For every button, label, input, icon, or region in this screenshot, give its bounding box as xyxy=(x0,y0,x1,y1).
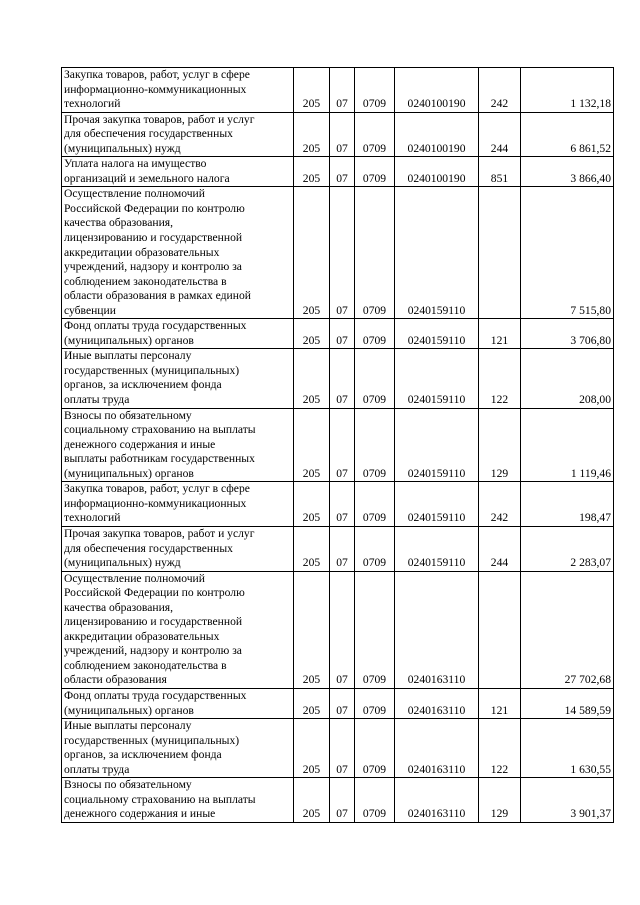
table-row xyxy=(62,719,614,778)
expense-description xyxy=(62,112,294,157)
subsection-code-cell: 0709 xyxy=(355,526,395,571)
description-line: Иные выплаты персоналу xyxy=(64,719,192,733)
description-line: оплаты труда xyxy=(64,762,130,776)
target-article-cell: 0240159110 xyxy=(395,187,479,319)
description-line: качества образования, xyxy=(64,600,174,614)
description-line: государственных (муниципальных) xyxy=(64,733,240,747)
table-row xyxy=(62,68,614,113)
expense-description xyxy=(62,526,294,571)
target-article-cell: 0240163110 xyxy=(395,571,479,688)
description-line: Осуществление полномочий xyxy=(64,187,205,201)
description-line: технологий xyxy=(64,511,121,525)
amount-cell: 1 132,18 xyxy=(521,68,614,113)
amount-cell: 6 861,52 xyxy=(521,112,614,157)
table-row xyxy=(62,157,614,187)
subsection-code-cell: 0709 xyxy=(355,482,395,527)
description-line: органов, за исключением фонда xyxy=(64,748,222,762)
table-row xyxy=(62,688,614,718)
description-line: денежного содержания и иные xyxy=(64,437,216,451)
amount-cell: 1 630,55 xyxy=(521,719,614,778)
amount-cell: 7 515,80 xyxy=(521,187,614,319)
description-line: (муниципальных) нужд xyxy=(64,141,181,155)
description-line: Закупка товаров, работ, услуг в сфере xyxy=(64,68,250,81)
subsection-code-cell: 0709 xyxy=(355,319,395,349)
amount-cell: 27 702,68 xyxy=(521,571,614,688)
description-line: Фонд оплаты труда государственных xyxy=(64,688,247,702)
section-code-cell: 07 xyxy=(330,778,355,823)
expense-type-cell: 244 xyxy=(479,526,521,571)
department-code-cell: 205 xyxy=(294,688,330,718)
description-line: организаций и земельного налога xyxy=(64,171,230,185)
expense-description xyxy=(62,482,294,527)
description-line: Взносы по обязательному xyxy=(64,778,192,792)
table-body xyxy=(62,68,614,823)
amount-cell: 2 283,07 xyxy=(521,526,614,571)
description-line: Прочая закупка товаров, работ и услуг xyxy=(64,112,255,126)
description-line: Уплата налога на имущество xyxy=(64,157,207,171)
department-code-cell: 205 xyxy=(294,778,330,823)
description-line: социальному страхованию на выплаты xyxy=(64,423,256,437)
description-line: Фонд оплаты труда государственных xyxy=(64,319,247,333)
description-line: аккредитации образовательных xyxy=(64,629,220,643)
expense-type-cell: 121 xyxy=(479,688,521,718)
expense-type-cell: 129 xyxy=(479,778,521,823)
amount-cell: 208,00 xyxy=(521,349,614,408)
target-article-cell: 0240163110 xyxy=(395,688,479,718)
expense-description xyxy=(62,408,294,482)
amount-cell: 14 589,59 xyxy=(521,688,614,718)
amount-cell: 3 706,80 xyxy=(521,319,614,349)
description-line: лицензированию и государственной xyxy=(64,231,243,245)
expense-description xyxy=(62,157,294,187)
description-line: информационно-коммуникационных xyxy=(64,496,247,510)
expense-type-cell: 242 xyxy=(479,482,521,527)
section-code-cell: 07 xyxy=(330,112,355,157)
description-line: оплаты труда xyxy=(64,393,130,407)
table-row xyxy=(62,778,614,823)
subsection-code-cell: 0709 xyxy=(355,349,395,408)
table-row xyxy=(62,571,614,688)
budget-table xyxy=(61,67,614,823)
subsection-code-cell: 0709 xyxy=(355,68,395,113)
expense-type-cell: 851 xyxy=(479,157,521,187)
table-row xyxy=(62,482,614,527)
expense-description xyxy=(62,719,294,778)
expense-type-cell xyxy=(479,187,521,319)
target-article-cell: 0240163110 xyxy=(395,778,479,823)
description-line: (муниципальных) органов xyxy=(64,333,194,347)
department-code-cell: 205 xyxy=(294,408,330,482)
description-line: области образования xyxy=(64,673,167,687)
department-code-cell: 205 xyxy=(294,349,330,408)
department-code-cell: 205 xyxy=(294,526,330,571)
section-code-cell: 07 xyxy=(330,526,355,571)
table-row xyxy=(62,112,614,157)
description-line: лицензированию и государственной xyxy=(64,615,243,629)
expense-type-cell: 242 xyxy=(479,68,521,113)
section-code-cell: 07 xyxy=(330,319,355,349)
table-row xyxy=(62,187,614,319)
target-article-cell: 0240159110 xyxy=(395,349,479,408)
amount-cell: 3 901,37 xyxy=(521,778,614,823)
description-line: Закупка товаров, работ, услуг в сфере xyxy=(64,482,250,496)
section-code-cell: 07 xyxy=(330,571,355,688)
description-line: (муниципальных) нужд xyxy=(64,556,181,570)
subsection-code-cell: 0709 xyxy=(355,408,395,482)
description-line: денежного содержания и иные xyxy=(64,807,216,821)
subsection-code-cell: 0709 xyxy=(355,688,395,718)
table-row xyxy=(62,349,614,408)
department-code-cell: 205 xyxy=(294,571,330,688)
expense-description xyxy=(62,688,294,718)
expense-type-cell: 121 xyxy=(479,319,521,349)
description-line: для обеспечения государственных xyxy=(64,127,233,141)
table-row xyxy=(62,408,614,482)
description-line: Взносы по обязательному xyxy=(64,408,192,422)
description-line: учреждений, надзору и контролю за xyxy=(64,644,242,658)
description-line: Российской Федерации по контролю xyxy=(64,586,245,600)
description-line: выплаты работникам государственных xyxy=(64,452,255,466)
expense-type-cell: 129 xyxy=(479,408,521,482)
expense-type-cell: 122 xyxy=(479,719,521,778)
subsection-code-cell: 0709 xyxy=(355,157,395,187)
expense-description xyxy=(62,349,294,408)
subsection-code-cell: 0709 xyxy=(355,719,395,778)
description-line: Российской Федерации по контролю xyxy=(64,201,245,215)
description-line: социальному страхованию на выплаты xyxy=(64,792,256,806)
target-article-cell: 0240163110 xyxy=(395,719,479,778)
expense-description xyxy=(62,319,294,349)
expense-description xyxy=(62,778,294,823)
section-code-cell: 07 xyxy=(330,688,355,718)
expense-type-cell: 244 xyxy=(479,112,521,157)
section-code-cell: 07 xyxy=(330,349,355,408)
description-line: государственных (муниципальных) xyxy=(64,363,240,377)
description-line: аккредитации образовательных xyxy=(64,245,220,259)
target-article-cell: 0240159110 xyxy=(395,526,479,571)
department-code-cell: 205 xyxy=(294,112,330,157)
section-code-cell: 07 xyxy=(330,68,355,113)
target-article-cell: 0240159110 xyxy=(395,319,479,349)
target-article-cell: 0240100190 xyxy=(395,112,479,157)
subsection-code-cell: 0709 xyxy=(355,187,395,319)
department-code-cell: 205 xyxy=(294,187,330,319)
department-code-cell: 205 xyxy=(294,719,330,778)
description-line: (муниципальных) органов xyxy=(64,466,194,480)
description-line: Иные выплаты персоналу xyxy=(64,349,192,363)
description-line: Осуществление полномочий xyxy=(64,571,205,585)
subsection-code-cell: 0709 xyxy=(355,112,395,157)
description-line: области образования в рамках единой xyxy=(64,289,251,303)
description-line: субвенции xyxy=(64,303,116,317)
expense-type-cell xyxy=(479,571,521,688)
expense-description xyxy=(62,68,294,113)
table-row xyxy=(62,319,614,349)
description-line: технологий xyxy=(64,97,121,111)
section-code-cell: 07 xyxy=(330,187,355,319)
section-code-cell: 07 xyxy=(330,157,355,187)
amount-cell: 3 866,40 xyxy=(521,157,614,187)
description-line: органов, за исключением фонда xyxy=(64,378,222,392)
description-line: соблюдением законодательства в xyxy=(64,658,227,672)
expense-description xyxy=(62,187,294,319)
expense-type-cell: 122 xyxy=(479,349,521,408)
expense-description xyxy=(62,571,294,688)
section-code-cell: 07 xyxy=(330,719,355,778)
target-article-cell: 0240159110 xyxy=(395,482,479,527)
section-code-cell: 07 xyxy=(330,482,355,527)
description-line: для обеспечения государственных xyxy=(64,541,233,555)
subsection-code-cell: 0709 xyxy=(355,778,395,823)
description-line: информационно-коммуникационных xyxy=(64,82,247,96)
target-article-cell: 0240100190 xyxy=(395,157,479,187)
department-code-cell: 205 xyxy=(294,68,330,113)
amount-cell: 198,47 xyxy=(521,482,614,527)
description-line: учреждений, надзору и контролю за xyxy=(64,260,242,274)
target-article-cell: 0240100190 xyxy=(395,68,479,113)
department-code-cell: 205 xyxy=(294,157,330,187)
description-line: соблюдением законодательства в xyxy=(64,274,227,288)
description-line: (муниципальных) органов xyxy=(64,703,194,717)
description-line: качества образования, xyxy=(64,216,174,230)
amount-cell: 1 119,46 xyxy=(521,408,614,482)
section-code-cell: 07 xyxy=(330,408,355,482)
department-code-cell: 205 xyxy=(294,482,330,527)
department-code-cell: 205 xyxy=(294,319,330,349)
description-line: Прочая закупка товаров, работ и услуг xyxy=(64,526,255,540)
table-row xyxy=(62,526,614,571)
target-article-cell: 0240159110 xyxy=(395,408,479,482)
subsection-code-cell: 0709 xyxy=(355,571,395,688)
